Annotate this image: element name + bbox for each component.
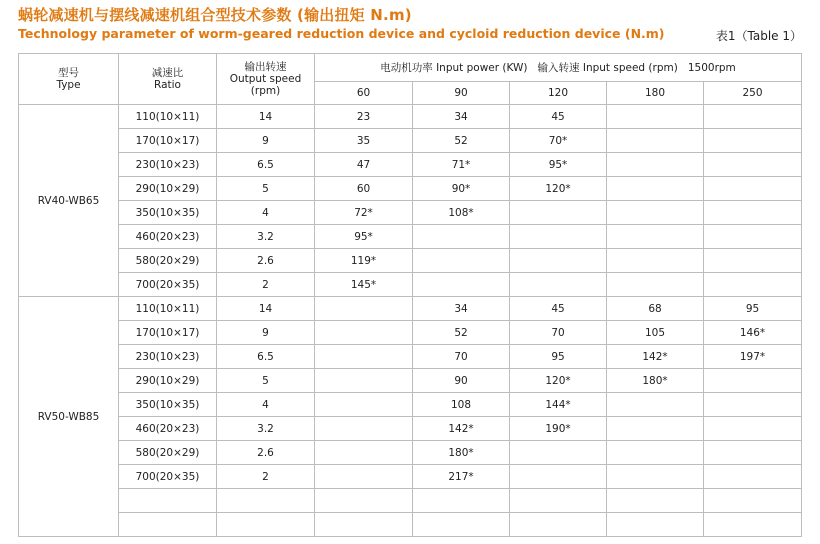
type-header [19,54,119,105]
ratio-cell: 700(20×35) [119,273,217,297]
torque-cell [315,297,413,321]
torque-cell [704,225,802,249]
torque-cell [607,249,704,273]
torque-cell [315,369,413,393]
torque-cell: 70 [413,345,510,369]
torque-cell [413,249,510,273]
ratio-header-en: Ratio [154,79,181,91]
torque-cell: 120* [510,369,607,393]
ratio-cell: 290(10×29) [119,369,217,393]
torque-cell [315,417,413,441]
torque-cell: 60 [315,177,413,201]
output-speed-cell: 4 [217,201,315,225]
torque-cell [510,489,607,513]
ratio-header [119,54,217,105]
torque-cell: 142* [607,345,704,369]
torque-cell [704,129,802,153]
torque-cell: 119* [315,249,413,273]
table-row [19,465,802,489]
torque-cell [315,345,413,369]
torque-cell [607,441,704,465]
table-row [19,129,802,153]
torque-cell [704,465,802,489]
torque-cell: 108* [413,201,510,225]
torque-cell: 145* [315,273,413,297]
output-speed-cell: 6.5 [217,345,315,369]
torque-cell: 108 [413,393,510,417]
table-row [19,105,802,129]
speed-header-cn: 输出转速 [244,61,287,73]
type-header-en: Type [56,79,81,91]
ratio-cell [119,513,217,537]
ratio-cell: 350(10×35) [119,201,217,225]
output-speed-cell: 9 [217,129,315,153]
ratio-cell: 460(20×23) [119,225,217,249]
torque-cell [510,513,607,537]
ratio-cell: 230(10×23) [119,345,217,369]
ratio-cell: 700(20×35) [119,465,217,489]
torque-cell [607,105,704,129]
table-row [19,513,802,537]
torque-cell: 70* [510,129,607,153]
output-speed-cell: 14 [217,105,315,129]
torque-cell [607,417,704,441]
ratio-header-cn: 减速比 [151,67,184,79]
type-cell: RV50-WB85 [19,297,119,537]
table-row [19,273,802,297]
ratio-cell: 580(20×29) [119,441,217,465]
input-power-header: 电动机功率 Input power (KW) 输入转速 Input speed (rpm) 1500rpm [315,54,802,82]
table-header [19,54,802,105]
torque-cell [704,441,802,465]
table-row [19,321,802,345]
ratio-cell: 170(10×17) [119,321,217,345]
torque-cell [607,201,704,225]
speed-header-en: Output speed [229,73,302,85]
output-speed-cell: 6.5 [217,153,315,177]
power-col-60: 60 [315,82,413,105]
torque-cell: 35 [315,129,413,153]
output-speed-cell: 4 [217,393,315,417]
table-row [19,417,802,441]
table-body [19,105,802,537]
output-speed-cell: 3.2 [217,417,315,441]
torque-cell [607,153,704,177]
ratio-cell: 580(20×29) [119,249,217,273]
torque-cell: 71* [413,153,510,177]
torque-cell: 180* [413,441,510,465]
torque-cell [510,201,607,225]
torque-cell: 70 [510,321,607,345]
torque-cell [315,465,413,489]
output-speed-cell: 2.6 [217,441,315,465]
power-col-180: 180 [607,82,704,105]
torque-cell [413,489,510,513]
output-speed-cell: 5 [217,177,315,201]
output-speed-header [217,54,315,105]
torque-cell [315,513,413,537]
torque-cell [510,441,607,465]
page-title-english: Technology parameter of worm-geared reduction device and cycloid reduction device (N.m) [18,26,665,41]
torque-cell [704,177,802,201]
output-speed-cell: 5 [217,369,315,393]
torque-cell: 180* [607,369,704,393]
torque-cell: 34 [413,297,510,321]
torque-cell [607,177,704,201]
torque-cell [510,249,607,273]
torque-cell [315,489,413,513]
ratio-cell: 350(10×35) [119,393,217,417]
output-speed-cell [217,489,315,513]
output-speed-cell: 9 [217,321,315,345]
table-row [19,249,802,273]
torque-cell [704,249,802,273]
torque-cell [413,225,510,249]
torque-cell [607,393,704,417]
speed-header-unit: (rpm) [250,85,281,97]
output-speed-cell: 14 [217,297,315,321]
torque-cell: 45 [510,105,607,129]
torque-cell: 34 [413,105,510,129]
torque-cell: 90 [413,369,510,393]
ratio-cell [119,489,217,513]
torque-cell [315,441,413,465]
table-row [19,489,802,513]
torque-cell [315,393,413,417]
page-title-chinese: 蜗轮减速机与摆线减速机组合型技术参数 (输出扭矩 N.m) [18,6,412,24]
torque-cell [704,273,802,297]
torque-cell [607,225,704,249]
torque-cell: 90* [413,177,510,201]
output-speed-cell: 2 [217,465,315,489]
torque-cell [413,273,510,297]
table-number-label: 表1（Table 1） [715,29,802,43]
torque-cell: 197* [704,345,802,369]
power-col-90: 90 [413,82,510,105]
torque-cell [510,225,607,249]
torque-cell [510,465,607,489]
torque-cell: 95* [315,225,413,249]
table-row [19,441,802,465]
torque-cell [704,513,802,537]
torque-cell [510,273,607,297]
torque-cell: 47 [315,153,413,177]
ratio-cell: 290(10×29) [119,177,217,201]
table-row [19,345,802,369]
torque-cell: 95 [510,345,607,369]
table-row [19,369,802,393]
torque-cell: 95 [704,297,802,321]
type-cell: RV40-WB65 [19,105,119,297]
output-speed-cell: 3.2 [217,225,315,249]
output-speed-cell [217,513,315,537]
torque-cell [704,369,802,393]
ratio-cell: 170(10×17) [119,129,217,153]
ratio-cell: 110(10×11) [119,297,217,321]
torque-cell: 144* [510,393,607,417]
torque-cell [607,273,704,297]
torque-cell: 68 [607,297,704,321]
table-row [19,225,802,249]
table-row [19,297,802,321]
torque-cell [607,465,704,489]
table-row [19,177,802,201]
power-col-120: 120 [510,82,607,105]
table-row [19,201,802,225]
torque-cell: 72* [315,201,413,225]
torque-cell: 45 [510,297,607,321]
torque-cell: 105 [607,321,704,345]
torque-cell: 190* [510,417,607,441]
torque-cell [607,513,704,537]
power-col-250: 250 [704,82,802,105]
torque-cell [704,201,802,225]
torque-cell [607,129,704,153]
torque-cell: 146* [704,321,802,345]
torque-cell: 142* [413,417,510,441]
torque-cell: 52 [413,321,510,345]
torque-cell [704,489,802,513]
parameter-table [18,53,802,537]
ratio-cell: 110(10×11) [119,105,217,129]
output-speed-cell: 2.6 [217,249,315,273]
torque-cell [704,393,802,417]
torque-cell: 52 [413,129,510,153]
ratio-cell: 230(10×23) [119,153,217,177]
output-speed-cell: 2 [217,273,315,297]
ratio-cell: 460(20×23) [119,417,217,441]
table-row [19,153,802,177]
torque-cell: 120* [510,177,607,201]
torque-cell: 217* [413,465,510,489]
torque-cell [704,417,802,441]
table-row [19,393,802,417]
torque-cell: 95* [510,153,607,177]
torque-cell [315,321,413,345]
torque-cell [413,513,510,537]
torque-cell: 23 [315,105,413,129]
torque-cell [607,489,704,513]
type-header-cn: 型号 [58,67,79,79]
torque-cell [704,105,802,129]
torque-cell [704,153,802,177]
